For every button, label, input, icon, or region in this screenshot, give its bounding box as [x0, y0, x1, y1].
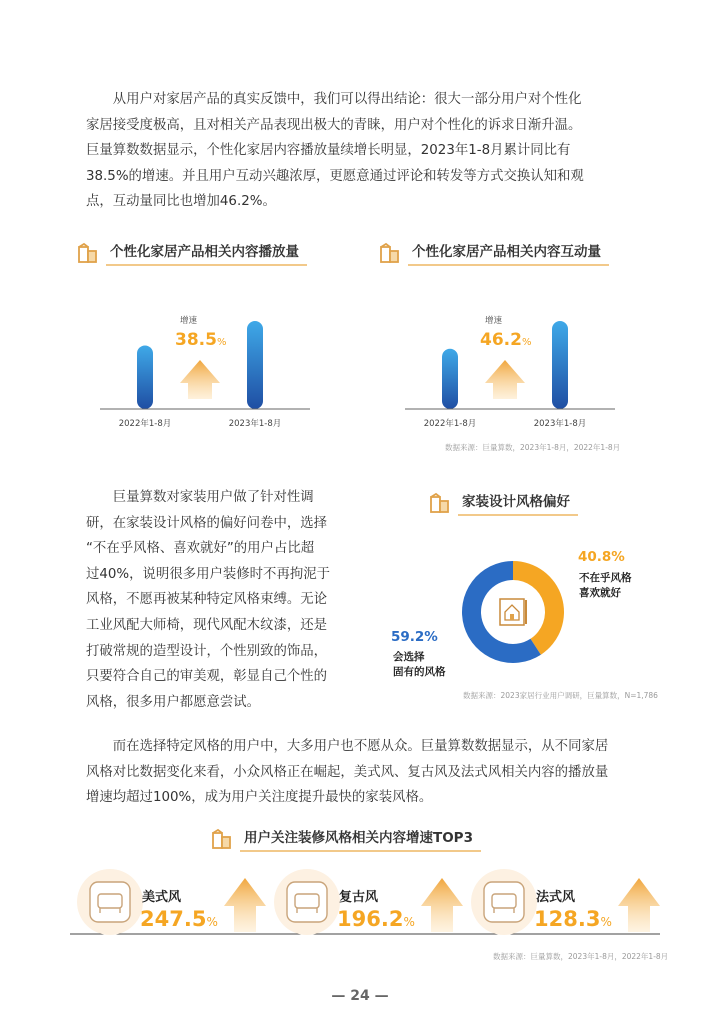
growth-unit: %: [521, 337, 532, 348]
paragraph-line: 打破常规的造型设计，个性别致的饰品，: [86, 643, 328, 659]
niche-style-paragraph: [86, 734, 656, 811]
chart-title-text: 个性化家居产品相关内容互动量: [408, 240, 609, 266]
growth-unit: %: [206, 915, 218, 929]
growth-unit: %: [600, 915, 612, 929]
top3-growth-list: [70, 868, 665, 948]
paragraph-line: 风格，很多用户都愿意尝试。: [86, 694, 261, 710]
chart-title-play-volume: [76, 240, 307, 266]
top3-item: [77, 869, 266, 935]
growth-label: 增速: [180, 316, 198, 326]
paragraph-line: 风格对比数据变化来看，小众风格正在崛起，美式风、复古风及法式风相关内容的播放量: [86, 764, 609, 780]
interaction-volume-bar-chart: [405, 295, 620, 435]
growth-value: 128.3%: [534, 907, 612, 931]
growth-value: 38.5%: [175, 330, 227, 350]
sofa-icon: [90, 882, 130, 922]
growth-value: 196.2%: [337, 907, 415, 931]
paragraph-line: 增速均超过100%，成为用户关注度提升最快的家装风格。: [86, 790, 433, 806]
growth-arrow-icon: [180, 360, 220, 399]
paragraph-line: 38.5%的增速。并且用户互动兴趣浓厚，更愿意通过评论和转发等方式交换认知和观: [86, 168, 584, 184]
slice-value: 40.8%: [578, 549, 625, 565]
paragraph-line: 只要符合自己的审美观，彰显自己个性的: [86, 669, 328, 685]
paragraph-line: 风格，不愿再被某种特定风格束缚。无论: [86, 592, 328, 608]
paragraph-line: 过40%，说明很多用户装修时不再拘泥于: [86, 566, 331, 582]
slice-label: 固有的风格: [393, 666, 446, 678]
building-icon: [428, 491, 452, 515]
tv-cabinet-icon: [287, 882, 327, 922]
style-preference-donut-chart: [388, 540, 660, 690]
x-tick-label: 2023年1-8月: [228, 419, 282, 429]
chart-title-text: 个性化家居产品相关内容播放量: [106, 240, 307, 266]
top3-item: [471, 869, 660, 935]
growth-label: 增速: [485, 316, 503, 326]
paragraph-line: 巨量算数数据显示，个性化家居内容播放量续增长明显，2023年1-8月累计同比有: [86, 143, 571, 159]
chart-title-interaction-volume: [378, 240, 609, 266]
style-name: 美式风: [142, 890, 182, 905]
chart-title-top3: [210, 826, 481, 852]
building-icon: [76, 241, 100, 265]
growth-arrow-icon: [618, 878, 660, 932]
chart-source: 数据来源：巨量算数，2023年1-8月，2022年1-8月: [493, 952, 669, 961]
growth-value: 46.2%: [480, 330, 532, 350]
style-name: 复古风: [339, 890, 379, 905]
chart-source: 数据来源：巨量算数，2023年1-8月，2022年1-8月: [445, 443, 621, 452]
building-icon: [210, 827, 234, 851]
armchair-icon: [484, 882, 524, 922]
growth-arrow-icon: [421, 878, 463, 932]
paragraph-line: 研，在家装设计风格的偏好问卷中，选择: [86, 515, 328, 531]
chart-title-text: 用户关注装修风格相关内容增速TOP3: [240, 826, 481, 852]
chart-title-text: 家装设计风格偏好: [458, 490, 578, 516]
paragraph-line: 而在选择特定风格的用户中，大多用户也不愿从众。巨量算数数据显示，从不同家居: [112, 739, 609, 754]
survey-paragraph: [86, 485, 366, 715]
intro-paragraph: [86, 87, 646, 215]
style-name: 法式风: [536, 890, 576, 905]
donut-center: [483, 582, 543, 642]
slice-label: 不在乎风格: [579, 572, 632, 584]
slice-label: 喜欢就好: [579, 587, 621, 599]
growth-arrow-icon: [224, 878, 266, 932]
top3-item: [274, 869, 463, 935]
x-tick-label: 2022年1-8月: [118, 419, 172, 429]
x-tick-label: 2023年1-8月: [533, 419, 587, 429]
paragraph-line: 点，互动量同比也增加46.2%。: [86, 194, 276, 210]
slice-label: 会选择: [393, 651, 425, 663]
bar: [442, 349, 458, 409]
chart-source: 数据来源：2023家居行业用户调研，巨量算数，N=1,786: [463, 691, 658, 700]
paragraph-line: 从用户对家居产品的真实反馈中，我们可以得出结论：很大一部分用户对个性化: [112, 92, 582, 107]
paragraph-line: 工业风配大师椅，现代风配木纹漆，还是: [86, 617, 328, 633]
slice-value: 59.2%: [391, 629, 438, 645]
bar: [137, 345, 153, 409]
growth-unit: %: [403, 915, 415, 929]
growth-unit: %: [216, 337, 227, 348]
bar: [247, 321, 263, 409]
growth-arrow-icon: [485, 360, 525, 399]
x-tick-label: 2022年1-8月: [423, 419, 477, 429]
building-icon: [378, 241, 402, 265]
page-number: — 24 —: [331, 988, 389, 1004]
play-volume-bar-chart: [100, 295, 315, 435]
bar: [552, 321, 568, 409]
paragraph-line: “不在乎风格、喜欢就好”的用户占比超: [86, 541, 315, 557]
paragraph-line: 家居接受度极高，且对相关产品表现出极大的青睐，用户对个性化的诉求日渐升温。: [86, 117, 582, 133]
paragraph-line: 巨量算数对家装用户做了针对性调: [112, 490, 314, 505]
chart-title-style-preference: [428, 490, 578, 516]
growth-value: 247.5%: [140, 907, 218, 931]
